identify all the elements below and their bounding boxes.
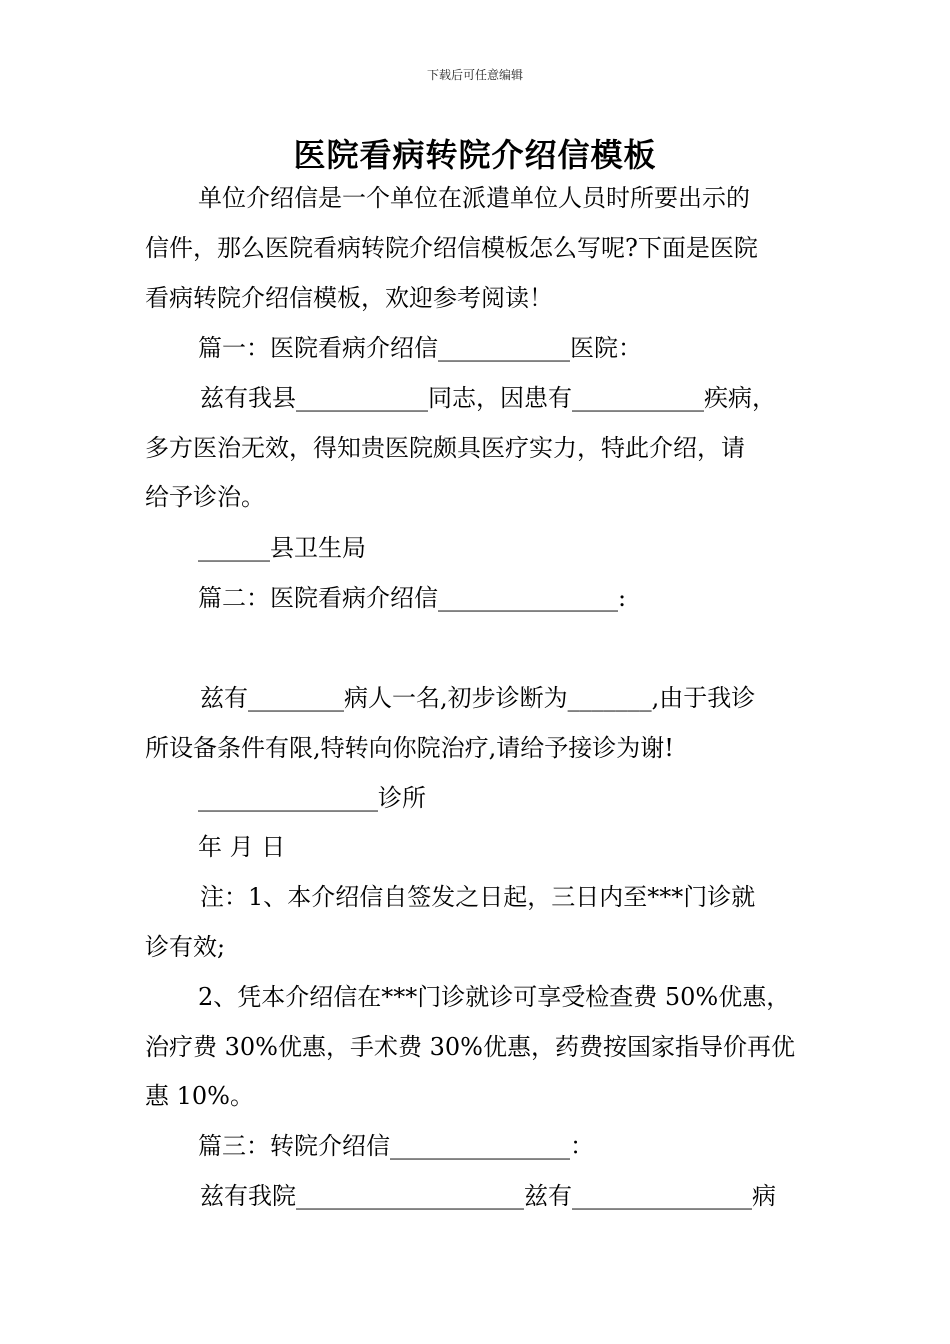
date-line: 年 月 日 [198,833,286,861]
document-title: 医院看病转院介绍信模板 [293,136,657,174]
note-line: 2、凭本介绍信在***门诊就诊可享受检查费 50%优惠， [198,983,791,1011]
section-heading: 篇三：转院介绍信_______________： [198,1132,594,1160]
paragraph-line: 所设备条件有限,特转向你院治疗,请给予接诊为谢! [145,734,674,762]
paragraph-line: 多方医治无效，得知贵医院颇具医疗实力，特此介绍，请 [145,434,745,462]
paragraph-line: 看病转院介绍信模板，欢迎参考阅读！ [145,284,553,312]
note-line: 诊有效; [145,933,226,961]
paragraph-line: 单位介绍信是一个单位在派遣单位人员时所要出示的 [198,184,750,212]
section-heading: 篇二：医院看病介绍信_______________: [198,584,627,612]
paragraph-line: 信件，那么医院看病转院介绍信模板怎么写呢?下面是医院 [145,234,758,262]
signature-line: ______县卫生局 [198,534,366,562]
page-header: 下载后可任意编辑 [426,68,523,82]
paragraph-line: 兹有________病人一名,初步诊断为_______,由于我诊 [200,684,756,712]
signature-line: _______________诊所 [198,784,426,812]
paragraph-line: 兹有我县___________同志，因患有___________疾病， [200,384,776,412]
note-line: 注：1、本介绍信自签发之日起，三日内至***门诊就 [200,883,756,911]
note-line: 治疗费 30%优惠，手术费 30%优惠，药费按国家指导价再优 [145,1033,795,1061]
section-heading: 篇一：医院看病介绍信___________医院： [198,334,642,362]
paragraph-line: 兹有我院___________________兹有_______________病 [200,1182,776,1210]
paragraph-line: 给予诊治。 [145,483,265,511]
note-line: 惠 10%。 [145,1082,254,1110]
